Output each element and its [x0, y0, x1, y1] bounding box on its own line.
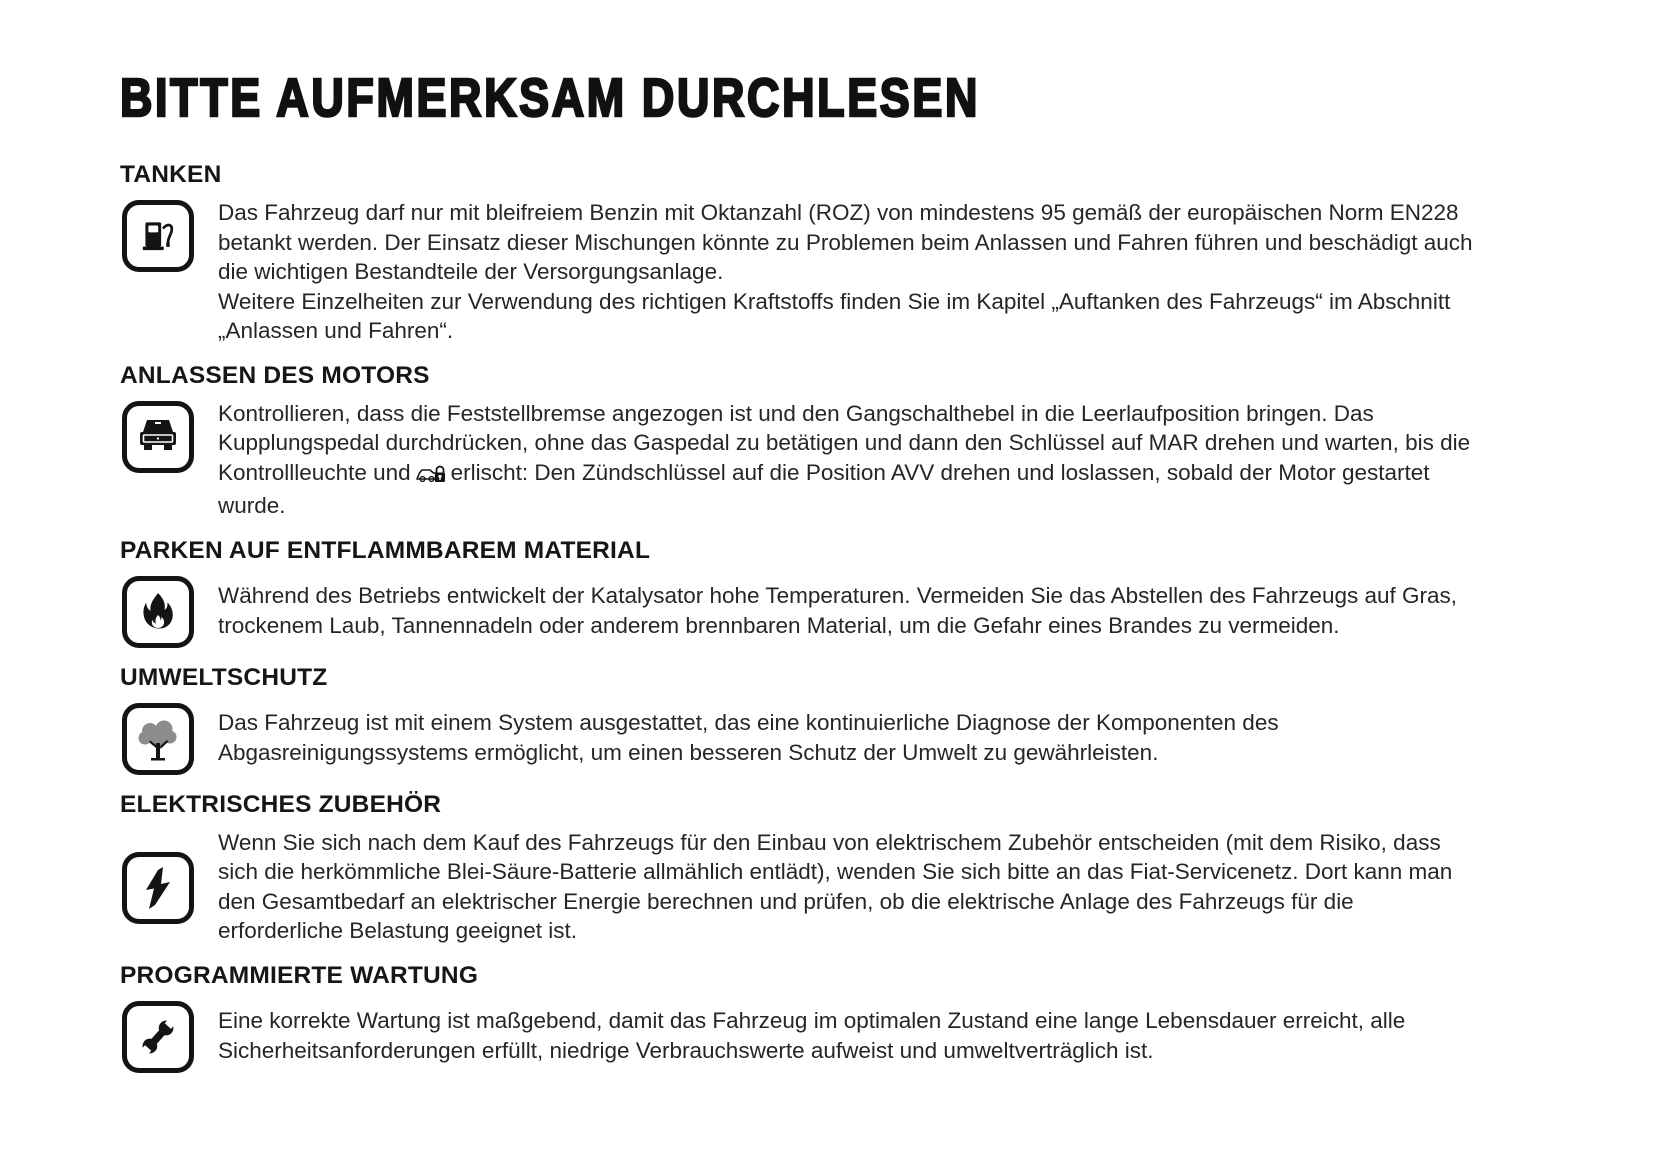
car-code-lock-indicator-icon: [416, 462, 446, 492]
section-programmierte-wartung: [120, 962, 1513, 1073]
tree-icon: [122, 703, 194, 775]
section-elektrisches-zubehoer: [120, 791, 1513, 946]
paragraph: Das Fahrzeug ist mit einem System ausgestattet, das eine kontinuierliche Diagnose der Komponenten des Abgasreinigungssystems ermöglicht, um einen besseren Schutz der Umwelt zu gewährleisten.: [218, 710, 1279, 765]
flame-icon: [122, 576, 194, 648]
car-rear-icon: [122, 401, 194, 473]
paragraph: Weitere Einzelheiten zur Verwendung des richtigen Kraftstoffs finden Sie im Kapitel „Auftanken des Fahrzeugs“ im Abschnitt „Anlassen und Fahren“.: [218, 288, 1451, 343]
section-heading: UMWELTSCHUTZ: [120, 663, 328, 691]
paragraph: Eine korrekte Wartung ist maßgebend, damit das Fahrzeug im optimalen Zustand eine lange Lebensdauer erreicht, alle Sicherheitsanforderungen erfüllt, niedrige Verbrauchswerte aufweist und umweltverträglich ist.: [218, 1008, 1406, 1063]
section-text: [218, 708, 1480, 767]
section-heading: ANLASSEN DES MOTORS: [120, 361, 430, 389]
section-tanken: [120, 161, 1513, 346]
paragraph-after-icon: erlischt: Den Zündschlüssel auf die Position AVV drehen und loslassen, sobald der Motor gestartet wurde.: [218, 459, 1430, 518]
page-title: BITTE AUFMERKSAM DURCHLESEN: [120, 67, 980, 128]
section-anlassen-des-motors: [120, 362, 1513, 521]
section-text: [218, 399, 1480, 521]
section-text: [218, 581, 1480, 640]
section-heading: ELEKTRISCHES ZUBEHÖR: [120, 790, 442, 818]
paragraph: [218, 399, 1480, 521]
paragraph: Während des Betriebs entwickelt der Katalysator hohe Temperaturen. Vermeiden Sie das Abstellen des Fahrzeugs auf Gras, trockenem Laub, Tannennadeln oder anderem brennbaren Material, um die Gefahr eines Brandes zu vermeiden.: [218, 583, 1458, 638]
section-heading: PROGRAMMIERTE WARTUNG: [120, 961, 479, 989]
paragraph-before-icon: Kontrollieren, dass die Feststellbremse angezogen ist und den Gangschalthebel in die Leerlaufposition bringen. Das Kupplungspedal durchdrücken, ohne das Gaspedal zu betätigen und dann den Schlüssel auf MAR drehen und warten, bis die Kontrollleuchte und: [218, 400, 1471, 485]
section-text: [218, 1006, 1480, 1065]
paragraph: Wenn Sie sich nach dem Kauf des Fahrzeugs für den Einbau von elektrischem Zubehör entscheiden (mit dem Risiko, dass sich die herkömmliche Blei-Säure-Batterie allmählich entlädt), wenden Sie sich bitte an das Fiat-Servicenetz. Dort kann man den Gesamtbedarf an elektrischer Energie berechnen und prüfen, ob die elektrische Anlage des Fahrzeugs für die erforderliche Belastung geeignet ist.: [218, 829, 1453, 943]
section-text: [218, 828, 1480, 946]
fuel-pump-icon: [122, 200, 194, 272]
section-text: [218, 198, 1480, 346]
section-heading: TANKEN: [120, 161, 222, 188]
lightning-bolt-icon: [122, 852, 194, 924]
section-heading: PARKEN AUF ENTFLAMMBAREM MATERIAL: [120, 536, 651, 564]
section-umweltschutz: [120, 664, 1513, 775]
wrench-icon: [122, 1001, 194, 1073]
paragraph: Das Fahrzeug darf nur mit bleifreiem Benzin mit Oktanzahl (ROZ) von mindestens 95 gemäß der europäischen Norm EN228 betankt werden. Der Einsatz dieser Mischungen könnte zu Problemen beim Anlassen und Fahren führen und beschädigt auch die wichtigen Bestandteile der Versorgungsanlage.: [218, 200, 1473, 284]
section-parken-auf-entflammbarem-material: [120, 537, 1513, 648]
